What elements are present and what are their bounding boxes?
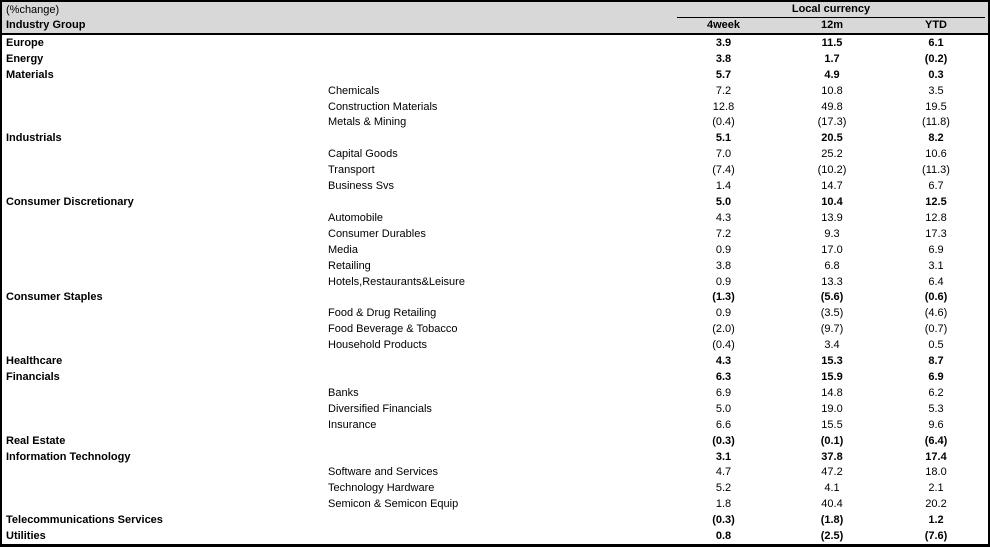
row-label: Healthcare bbox=[6, 355, 63, 368]
table-row bbox=[2, 449, 988, 465]
row-value-4week: 4.3 bbox=[715, 355, 732, 368]
row-value-ytd: (6.4) bbox=[924, 434, 948, 447]
row-value-12m: (1.8) bbox=[820, 514, 844, 527]
row-value-12m: 15.5 bbox=[821, 418, 843, 431]
table-header bbox=[2, 2, 988, 35]
table-row bbox=[2, 67, 988, 83]
row-label: Food & Drug Retailing bbox=[328, 307, 437, 320]
row-value-ytd: 6.1 bbox=[928, 36, 944, 49]
row-value-4week: 7.0 bbox=[715, 148, 732, 161]
row-value-12m: 25.2 bbox=[821, 148, 843, 161]
row-value-ytd: 6.4 bbox=[928, 275, 944, 288]
row-label: Real Estate bbox=[6, 434, 66, 447]
row-label: Financials bbox=[6, 370, 60, 383]
table-row bbox=[2, 417, 988, 433]
row-value-ytd: 3.1 bbox=[928, 259, 944, 272]
row-label: Consumer Durables bbox=[328, 227, 426, 240]
table-row bbox=[2, 83, 988, 99]
table-row bbox=[2, 496, 988, 512]
row-value-4week: 7.2 bbox=[715, 84, 732, 97]
table-row bbox=[2, 528, 988, 544]
table-row bbox=[2, 433, 988, 449]
industry-group-header: Industry Group bbox=[6, 19, 86, 32]
row-value-4week: 1.8 bbox=[715, 498, 732, 511]
column-header-ytd: YTD bbox=[925, 19, 947, 32]
row-value-4week: (2.0) bbox=[712, 323, 735, 336]
row-value-4week: 0.9 bbox=[715, 275, 732, 288]
row-value-12m: 14.8 bbox=[821, 386, 843, 399]
row-value-12m: 49.8 bbox=[821, 100, 843, 113]
row-label: Business Svs bbox=[328, 180, 395, 193]
table-row bbox=[2, 178, 988, 194]
row-value-4week: 0.9 bbox=[715, 307, 732, 320]
row-label: Technology Hardware bbox=[328, 482, 435, 495]
row-value-12m: 15.9 bbox=[821, 370, 843, 383]
row-value-12m: 6.8 bbox=[824, 259, 840, 272]
row-value-ytd: (11.3) bbox=[922, 164, 950, 177]
table-body bbox=[2, 35, 988, 544]
row-value-4week: 12.8 bbox=[712, 100, 735, 113]
row-value-ytd: 12.5 bbox=[925, 196, 947, 209]
row-value-12m: (5.6) bbox=[820, 291, 844, 304]
row-value-12m: 20.5 bbox=[821, 132, 843, 145]
row-label: Retailing bbox=[328, 259, 371, 272]
row-label: Information Technology bbox=[6, 450, 131, 463]
row-value-12m: (2.5) bbox=[820, 530, 844, 543]
row-label: Software and Services bbox=[328, 466, 439, 479]
table-row bbox=[2, 35, 988, 51]
row-label: Household Products bbox=[328, 339, 428, 352]
row-value-ytd: 6.9 bbox=[928, 370, 944, 383]
row-value-4week: 5.7 bbox=[715, 68, 732, 81]
row-value-12m: 19.0 bbox=[821, 402, 843, 415]
table-row bbox=[2, 162, 988, 178]
row-label: Insurance bbox=[328, 418, 377, 431]
row-value-4week: 1.4 bbox=[715, 180, 732, 193]
row-value-4week: 3.9 bbox=[715, 36, 732, 49]
table-row bbox=[2, 385, 988, 401]
row-value-12m: 17.0 bbox=[821, 243, 843, 256]
row-value-4week: 4.3 bbox=[715, 211, 732, 224]
row-label: Industrials bbox=[6, 132, 62, 145]
row-value-12m: 11.5 bbox=[821, 36, 843, 49]
row-value-ytd: (0.2) bbox=[924, 52, 948, 65]
table-row bbox=[2, 258, 988, 274]
row-value-ytd: 8.2 bbox=[928, 132, 944, 145]
table-row bbox=[2, 369, 988, 385]
row-value-4week: 5.0 bbox=[715, 402, 732, 415]
row-value-4week: 5.2 bbox=[715, 482, 732, 495]
row-value-12m: 4.1 bbox=[824, 482, 840, 495]
row-value-12m: 13.9 bbox=[821, 211, 843, 224]
row-label: Hotels,Restaurants&Leisure bbox=[328, 275, 465, 288]
row-value-12m: (17.3) bbox=[817, 116, 847, 129]
row-value-4week: 6.3 bbox=[715, 370, 732, 383]
row-label: Semicon & Semicon Equip bbox=[328, 498, 459, 511]
row-value-12m: (9.7) bbox=[820, 323, 844, 336]
row-value-4week: (0.3) bbox=[712, 514, 735, 527]
table-row bbox=[2, 321, 988, 337]
row-value-ytd: 5.3 bbox=[928, 402, 944, 415]
row-value-ytd: 0.3 bbox=[928, 68, 944, 81]
table-row bbox=[2, 353, 988, 369]
percent-change-note: (%change) bbox=[6, 3, 60, 16]
row-label: Media bbox=[328, 243, 358, 256]
table-row bbox=[2, 274, 988, 290]
row-label: Consumer Discretionary bbox=[6, 196, 134, 209]
table-row bbox=[2, 226, 988, 242]
row-value-4week: 5.1 bbox=[715, 132, 732, 145]
row-value-ytd: 17.4 bbox=[925, 450, 947, 463]
row-value-4week: 3.8 bbox=[715, 259, 732, 272]
row-value-4week: (7.4) bbox=[712, 164, 735, 177]
row-label: Diversified Financials bbox=[328, 402, 432, 415]
row-value-4week: 0.8 bbox=[715, 530, 732, 543]
row-value-ytd: 18.0 bbox=[925, 466, 947, 479]
row-value-12m: 9.3 bbox=[824, 227, 840, 240]
row-value-ytd: 6.9 bbox=[928, 243, 944, 256]
row-label: Food Beverage & Tobacco bbox=[328, 323, 458, 336]
row-value-4week: 5.0 bbox=[715, 196, 732, 209]
row-label: Chemicals bbox=[328, 84, 380, 97]
row-value-12m: 3.4 bbox=[824, 339, 840, 352]
row-label: Consumer Staples bbox=[6, 291, 103, 304]
table-row bbox=[2, 305, 988, 321]
row-value-4week: 0.9 bbox=[715, 243, 732, 256]
table-row bbox=[2, 146, 988, 162]
table-row bbox=[2, 194, 988, 210]
row-label: Metals & Mining bbox=[328, 116, 407, 129]
row-value-12m: 47.2 bbox=[821, 466, 843, 479]
row-value-ytd: 6.2 bbox=[928, 386, 944, 399]
row-label: Transport bbox=[328, 164, 375, 177]
row-value-12m: (10.2) bbox=[817, 164, 847, 177]
row-value-4week: (1.3) bbox=[712, 291, 735, 304]
row-value-ytd: 0.5 bbox=[928, 339, 944, 352]
column-header-4week: 4week bbox=[706, 19, 741, 32]
row-value-4week: (0.3) bbox=[712, 434, 735, 447]
table-row bbox=[2, 210, 988, 226]
row-label: Materials bbox=[6, 68, 54, 81]
row-value-ytd: 9.6 bbox=[928, 418, 944, 431]
row-value-12m: 14.7 bbox=[821, 180, 843, 193]
row-value-12m: 4.9 bbox=[824, 68, 840, 81]
row-value-12m: 37.8 bbox=[821, 450, 843, 463]
row-value-12m: 40.4 bbox=[821, 498, 843, 511]
row-value-4week: 6.6 bbox=[715, 418, 732, 431]
row-value-12m: 15.3 bbox=[821, 355, 843, 368]
row-value-12m: 10.4 bbox=[821, 196, 843, 209]
table-row bbox=[2, 290, 988, 306]
table-row bbox=[2, 337, 988, 353]
row-value-12m: (3.5) bbox=[820, 307, 844, 320]
row-value-ytd: (0.7) bbox=[924, 323, 948, 336]
row-value-ytd: 20.2 bbox=[925, 498, 947, 511]
table-row bbox=[2, 99, 988, 115]
row-label: Telecommunications Services bbox=[6, 514, 163, 527]
row-label: Europe bbox=[6, 36, 44, 49]
row-value-ytd: (11.8) bbox=[922, 116, 950, 129]
row-value-12m: 10.8 bbox=[821, 84, 843, 97]
row-value-ytd: 17.3 bbox=[925, 227, 947, 240]
row-label: Banks bbox=[328, 386, 359, 399]
row-value-4week: 6.9 bbox=[715, 386, 732, 399]
row-label: Energy bbox=[6, 52, 44, 65]
table-row bbox=[2, 130, 988, 146]
header-row-top bbox=[2, 2, 988, 18]
table-row bbox=[2, 115, 988, 131]
row-value-ytd: 2.1 bbox=[928, 482, 944, 495]
row-value-ytd: (4.6) bbox=[924, 307, 948, 320]
row-value-4week: 7.2 bbox=[715, 227, 732, 240]
row-label: Utilities bbox=[6, 530, 46, 543]
row-value-4week: 3.8 bbox=[715, 52, 732, 65]
row-value-ytd: 10.6 bbox=[925, 148, 947, 161]
row-value-4week: (0.4) bbox=[712, 339, 735, 352]
local-currency-header: Local currency bbox=[677, 2, 985, 18]
table-row bbox=[2, 464, 988, 480]
row-value-12m: (0.1) bbox=[820, 434, 844, 447]
row-label: Capital Goods bbox=[328, 148, 398, 161]
table-row bbox=[2, 480, 988, 496]
row-value-ytd: (7.6) bbox=[924, 530, 948, 543]
column-header-12m: 12m bbox=[820, 19, 844, 32]
row-label: Construction Materials bbox=[328, 100, 438, 113]
header-row-columns bbox=[2, 18, 988, 34]
row-label: Automobile bbox=[328, 211, 384, 224]
table-row bbox=[2, 242, 988, 258]
row-value-12m: 1.7 bbox=[824, 52, 840, 65]
table-row bbox=[2, 401, 988, 417]
row-value-ytd: 6.7 bbox=[928, 180, 944, 193]
row-value-4week: 3.1 bbox=[715, 450, 732, 463]
row-value-ytd: (0.6) bbox=[924, 291, 948, 304]
row-value-ytd: 19.5 bbox=[925, 100, 947, 113]
row-value-ytd: 1.2 bbox=[928, 514, 944, 527]
row-value-4week: 4.7 bbox=[715, 466, 732, 479]
row-value-12m: 13.3 bbox=[821, 275, 843, 288]
row-value-ytd: 8.7 bbox=[928, 355, 944, 368]
table-row bbox=[2, 51, 988, 67]
table-row bbox=[2, 512, 988, 528]
row-value-4week: (0.4) bbox=[712, 116, 735, 129]
row-value-ytd: 12.8 bbox=[925, 211, 947, 224]
row-value-ytd: 3.5 bbox=[928, 84, 944, 97]
